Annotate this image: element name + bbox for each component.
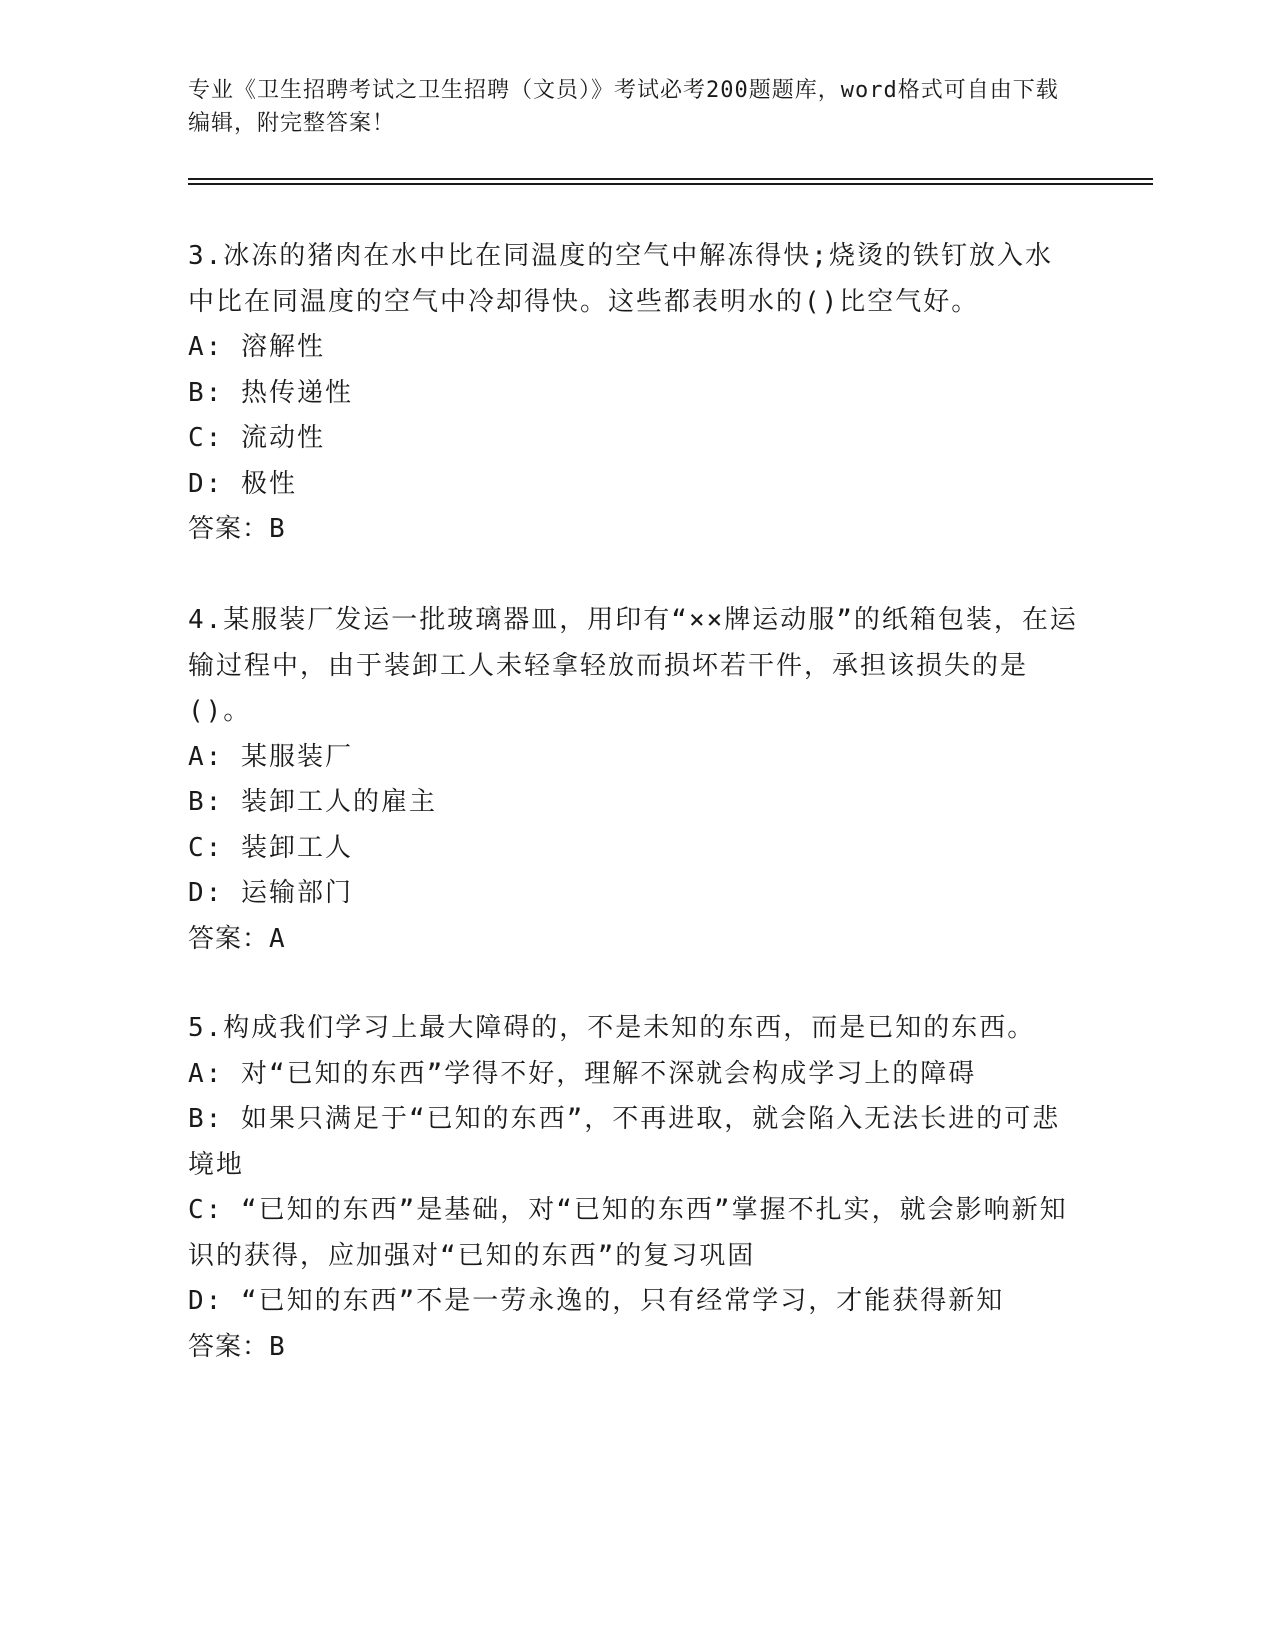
answer-value: B (269, 514, 286, 544)
question-block (188, 598, 1078, 962)
option-d: D: “已知的东西”不是一劳永逸的，只有经常学习，才能获得新知 (188, 1286, 1005, 1316)
option-c: C: 装卸工人 (188, 832, 353, 863)
option-a: A: 对“已知的东西”学得不好，理解不深就会构成学习上的障碍 (188, 1058, 977, 1089)
question-block (188, 234, 1078, 553)
answer-line (188, 1325, 1078, 1371)
answer-value: B (269, 1331, 286, 1362)
question-stem: 4.某服装厂发运一批玻璃器皿，用印有“××牌运动服”的纸箱包装，在运输过程中，由于装卸工人未轻拿轻放而损坏若干件，承担该损失的是()。 (188, 605, 1078, 726)
header-divider-bottom (188, 183, 1153, 185)
option-d: D: 极性 (188, 468, 297, 499)
option-d: D: 运输部门 (188, 878, 353, 908)
question-stem: 5.构成我们学习上最大障碍的，不是未知的东西，而是已知的东西。 (188, 1013, 1036, 1043)
answer-line (188, 507, 1078, 553)
option-a: A: 溶解性 (188, 332, 325, 362)
option-b: B: 热传递性 (188, 377, 353, 408)
option-c: C: “已知的东西”是基础，对“已知的东西”掌握不扎实，就会影响新知识的获得，应加强对“已知的东西”的复习巩固 (188, 1195, 1068, 1271)
option-b: B: 如果只满足于“已知的东西”，不再进取，就会陷入无法长进的可悲境地 (188, 1104, 1061, 1180)
question-block (188, 1006, 1078, 1370)
document-header: 专业《卫生招聘考试之卫生招聘（文员）》考试必考200题题库，word格式可自由下载编辑，附完整答案！ (188, 78, 1059, 136)
answer-label: 答案： (188, 1331, 270, 1362)
answer-label: 答案： (188, 514, 270, 544)
question-stem: 3.冰冻的猪肉在水中比在同温度的空气中解冻得快;烧烫的铁钉放入水中比在同温度的空气中冷却得快。这些都表明水的()比空气好。 (188, 241, 1053, 317)
option-a: A: 某服装厂 (188, 741, 353, 772)
answer-line (188, 917, 1078, 963)
header-divider-top (188, 178, 1153, 180)
answer-label: 答案： (188, 923, 270, 954)
answer-value: A (269, 923, 286, 954)
option-c: C: 流动性 (188, 423, 325, 453)
option-b: B: 装卸工人的雇主 (188, 787, 437, 817)
